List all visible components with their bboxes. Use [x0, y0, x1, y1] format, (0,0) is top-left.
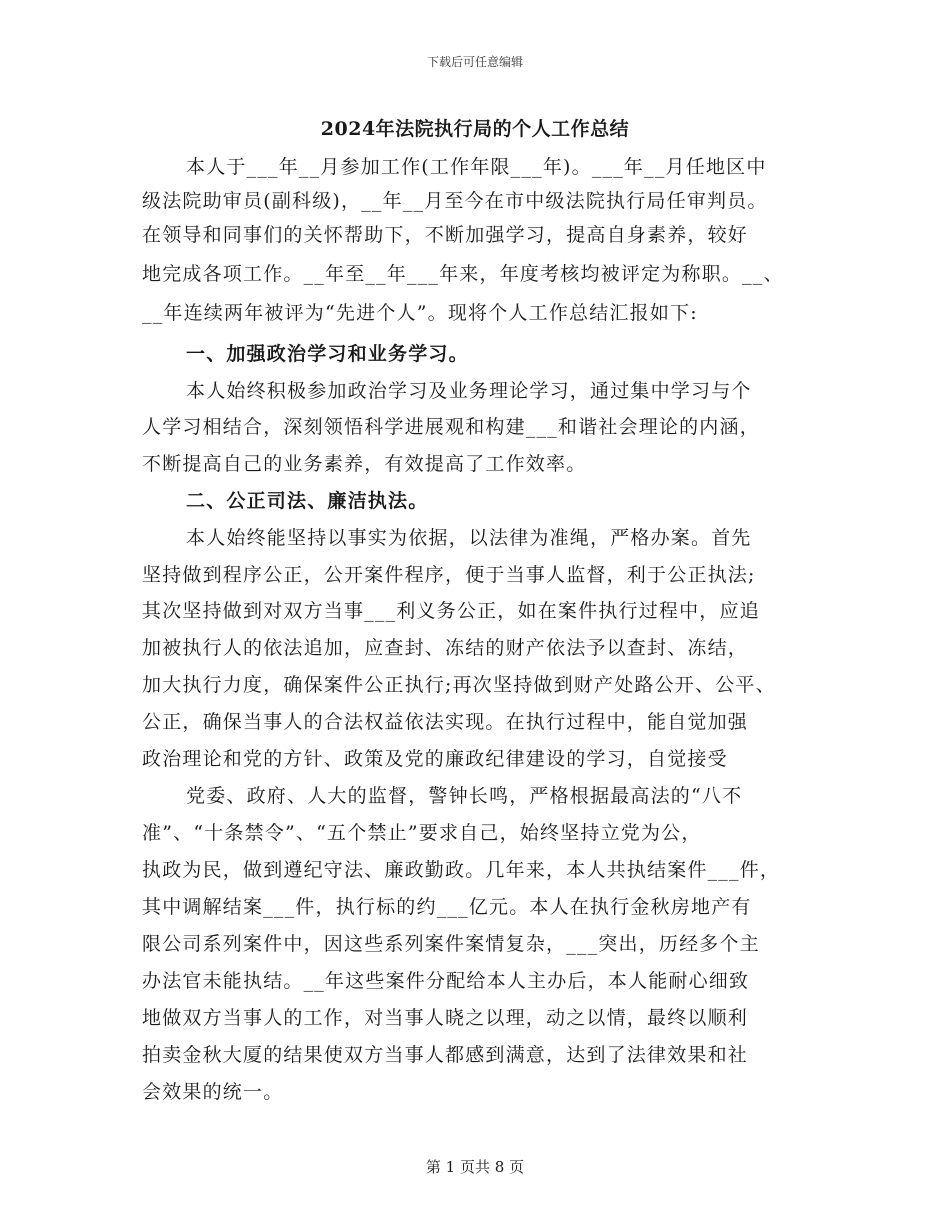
body-line: 本人始终能坚持以事实为依据，以法律为准绳，严格办案。首先	[186, 527, 752, 549]
body-line: 其次坚持做到对双方当事___利义务公正，如在案件执行过程中，应追	[142, 600, 760, 622]
body-line: 地完成各项工作。__年至__年___年来，年度考核均被评定为称职。__、	[142, 263, 784, 285]
body-line: __年连续两年被评为“先进个人”。现将个人工作总结汇报如下:	[142, 302, 698, 324]
section-heading-2: 二、公正司法、廉洁执法。	[186, 490, 429, 512]
body-line: 加被执行人的依法追加，应查封、冻结的财产依法予以查封、冻结，	[142, 637, 749, 659]
body-line: 加大执行力度，确保案件公正执行;再次坚持做到财产处路公开、公平、	[142, 674, 776, 696]
body-line: 执政为民，做到遵纪守法、廉政勤政。几年来，本人共执结案件___件，	[142, 859, 781, 881]
body-line: 拍卖金秋大厦的结果使双方当事人都感到满意，达到了法律效果和社	[142, 1044, 749, 1066]
section-heading-1: 一、加强政治学习和业务学习。	[186, 343, 469, 365]
body-line: 办法官未能执结。__年这些案件分配给本人主办后，本人能耐心细致	[142, 970, 750, 992]
page-footer: 第 1 页共 8 页	[425, 1158, 525, 1176]
body-line: 公正，确保当事人的合法权益依法实现。在执行过程中，能自觉加强	[142, 711, 749, 733]
body-line: 地做双方当事人的工作，对当事人晓之以理，动之以情，最终以顺利	[142, 1007, 749, 1029]
body-line: 其中调解结案___件，执行标的约___亿元。本人在执行金秋房地产有	[142, 896, 752, 918]
body-line: 会效果的统一。	[142, 1081, 284, 1103]
body-line: 党委、政府、人大的监督，警钟长鸣，严格根据最高法的“八不	[186, 785, 743, 807]
body-line: 不断提高自己的业务素养，有效提高了工作效率。	[142, 453, 587, 475]
body-line: 政治理论和党的方针、政策及党的廉政纪律建设的学习，自觉接受	[142, 748, 728, 770]
body-line: 在领导和同事们的关怀帮助下，不断加强学习，提高自身素养，较好	[142, 224, 749, 246]
body-line: 级法院助审员(副科级)，__年__月至今在市中级法院执行局任审判员。	[142, 190, 768, 212]
document-title: 2024年法院执行局的个人工作总结	[320, 118, 630, 140]
header-note: 下载后可任意编辑	[426, 55, 523, 69]
body-line: 本人始终积极参加政治学习及业务理论学习，通过集中学习与个	[186, 380, 752, 402]
body-line: 本人于___年__月参加工作(工作年限___年)。___年__月任地区中	[186, 156, 767, 178]
body-line: 坚持做到程序公正，公开案件程序，便于当事人监督，利于公正执法;	[142, 564, 756, 586]
body-line: 人学习相结合，深刻领悟科学进展观和构建___和谐社会理论的内涵，	[142, 416, 760, 438]
body-line: 限公司系列案件中，因这些系列案件案情复杂，___突出，历经多个主	[142, 933, 760, 955]
body-line: 准”、“十条禁令”、“五个禁止”要求自己，始终坚持立党为公，	[142, 822, 702, 844]
